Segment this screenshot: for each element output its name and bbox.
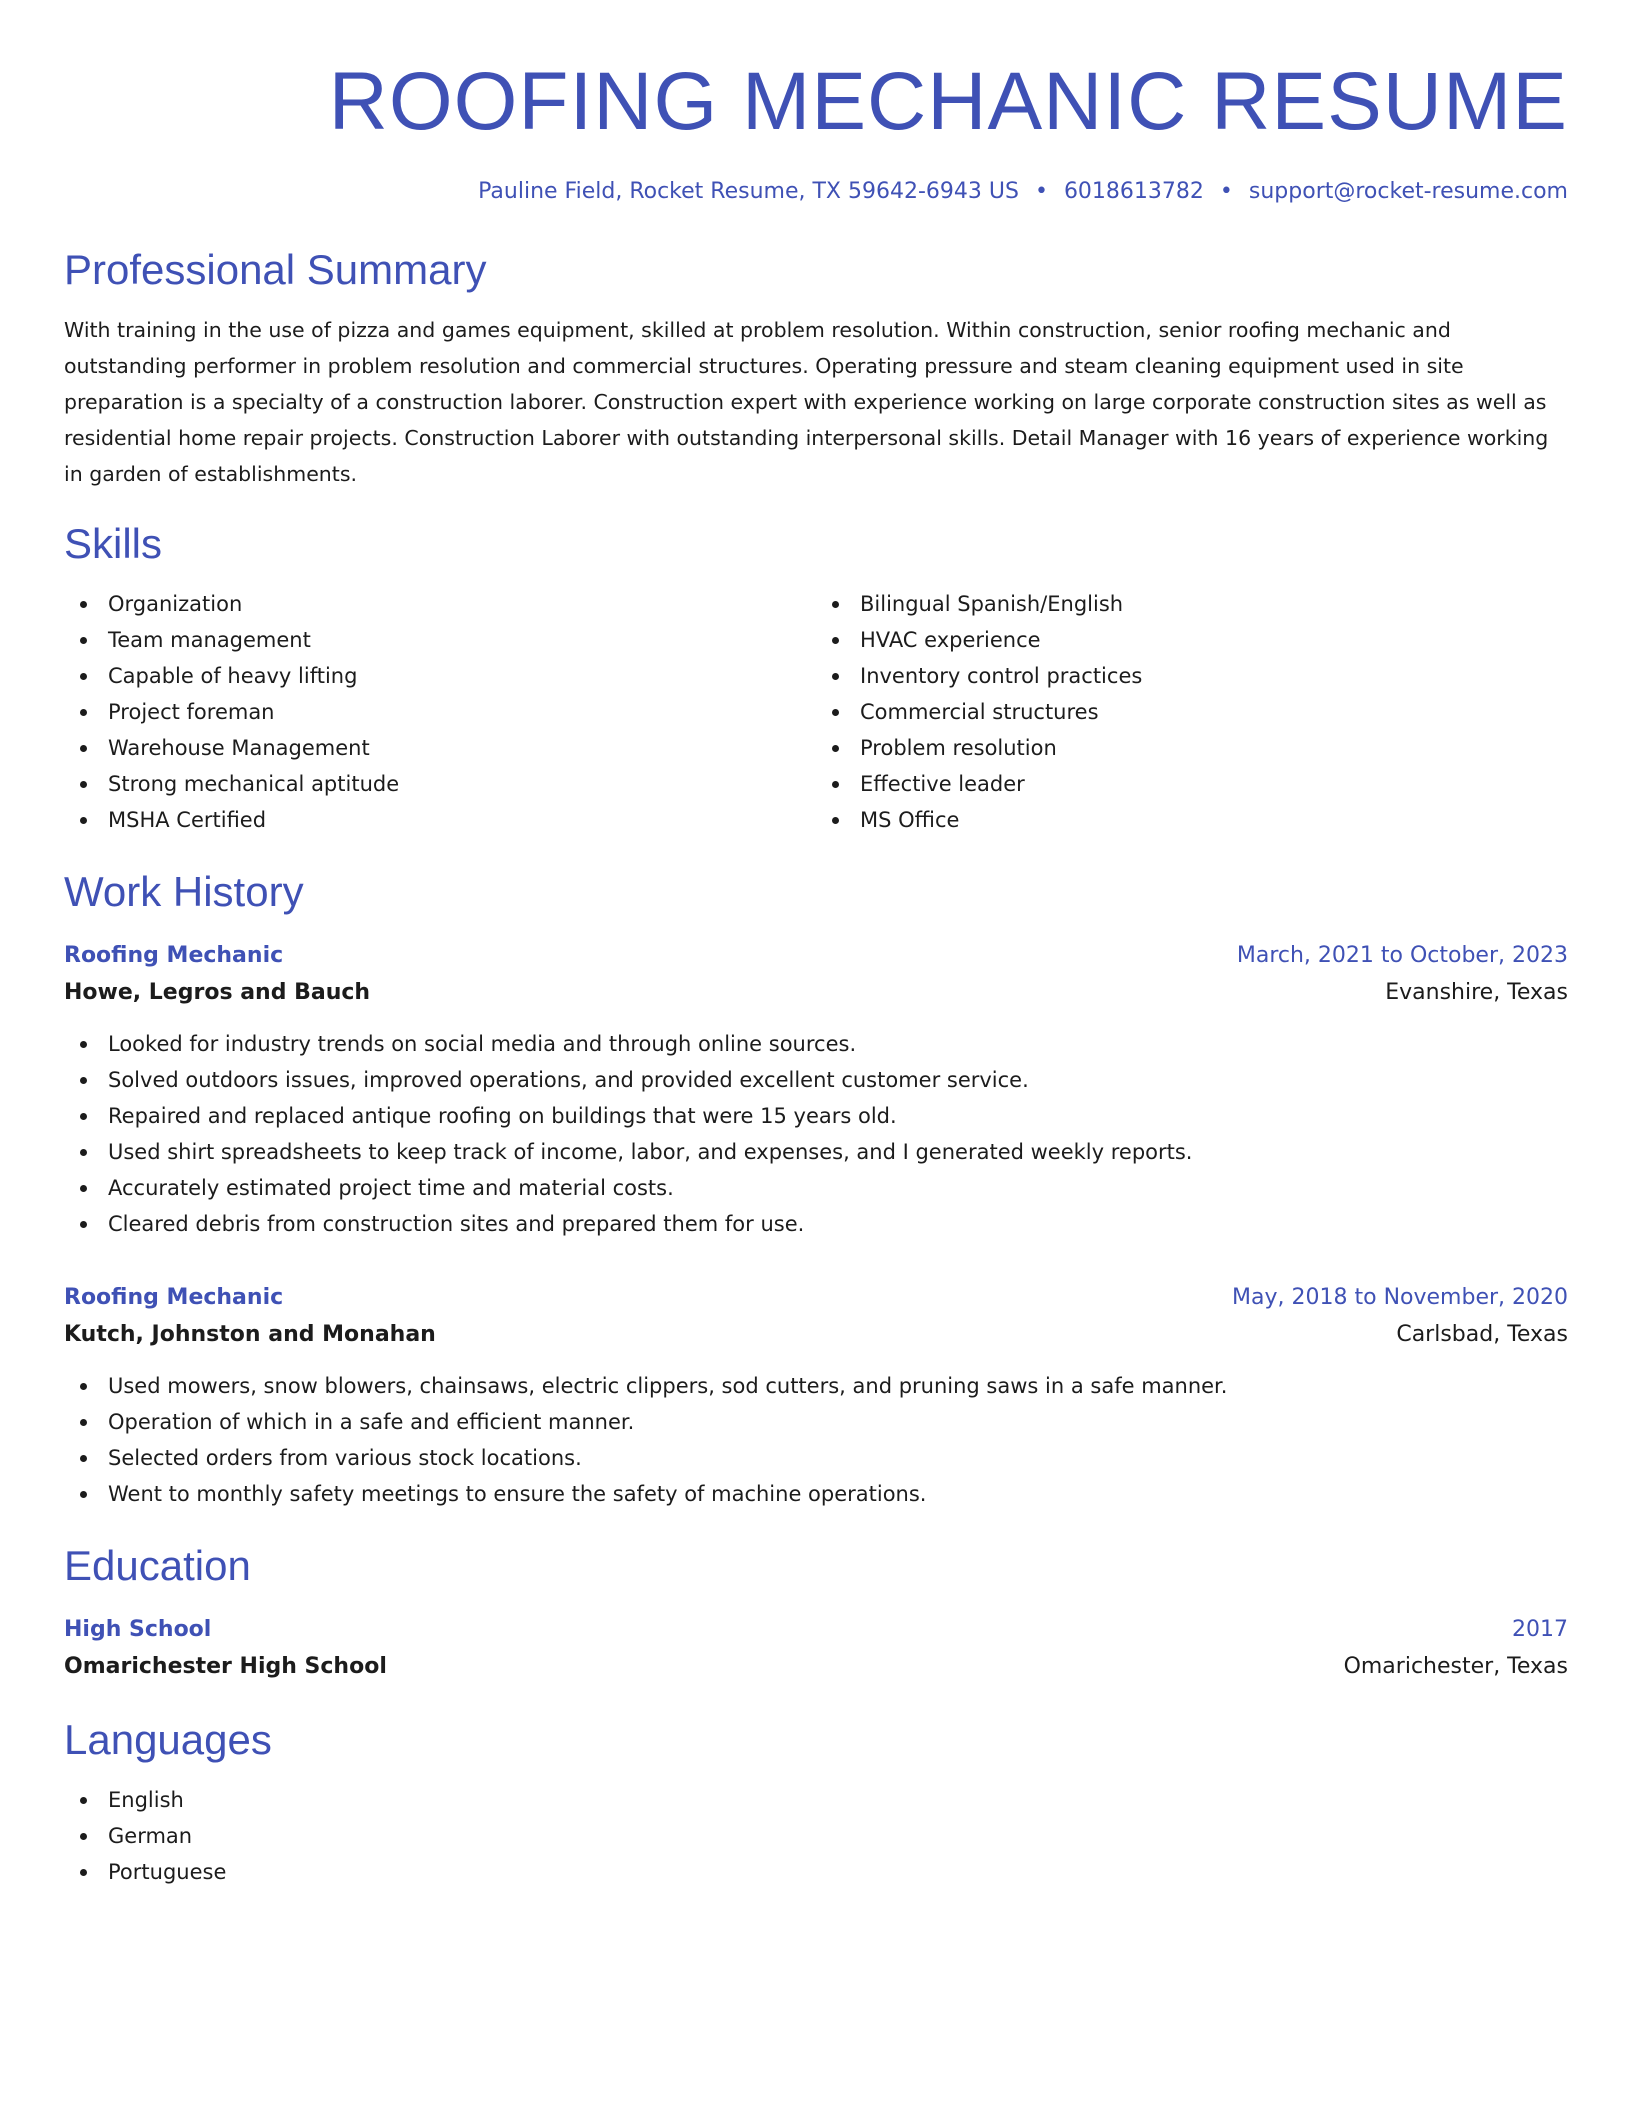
skills-list-right (816, 586, 1568, 838)
job-duty-item: Went to monthly safety meetings to ensure the safety of machine operations. (64, 1476, 1568, 1512)
job-duty-item: Solved outdoors issues, improved operations, and provided excellent customer service. (64, 1062, 1568, 1098)
job-employer: Kutch, Johnston and Monahan (64, 1322, 436, 1347)
job-duties-list (64, 1368, 1568, 1512)
section-heading-skills: Skills (64, 520, 163, 567)
language-item: English (64, 1782, 1568, 1818)
job-duty-item: Looked for industry trends on social media and through online sources. (64, 1026, 1568, 1062)
section-heading-education: Education (64, 1542, 251, 1589)
contact-line (64, 176, 1568, 208)
skill-item: Effective leader (816, 766, 1568, 802)
job-duty-item: Operation of which in a safe and efficient manner. (64, 1404, 1568, 1440)
job-dates: March, 2021 to October, 2023 (1236, 943, 1568, 968)
skill-item: Project foreman (64, 694, 816, 730)
job-employer: Howe, Legros and Bauch (64, 980, 371, 1005)
skill-item: Commercial structures (816, 694, 1568, 730)
skills-list-left (64, 586, 816, 838)
skill-item: MSHA Certified (64, 802, 816, 838)
section-heading-work-history: Work History (64, 868, 304, 915)
skill-item: Bilingual Spanish/English (816, 586, 1568, 622)
languages-list (64, 1782, 1568, 1890)
job-duty-item: Used shirt spreadsheets to keep track of income, labor, and expenses, and I generated weekly reports. (64, 1134, 1568, 1170)
education-location: Omarichester, Texas (1343, 1654, 1568, 1679)
education-header-row (64, 1612, 1568, 1648)
resume-title: ROOFING MECHANIC RESUME (328, 56, 1568, 147)
language-item: Portuguese (64, 1854, 1568, 1890)
job-duty-item: Cleared debris from construction sites and prepared them for use. (64, 1206, 1568, 1242)
job-duty-item: Repaired and replaced antique roofing on buildings that were 15 years old. (64, 1098, 1568, 1134)
education-entry (64, 1612, 1568, 1686)
skill-item: Warehouse Management (64, 730, 816, 766)
contact-address: Pauline Field, Rocket Resume, TX 59642-6943 US (478, 179, 1019, 204)
skill-item: MS Office (816, 802, 1568, 838)
job-title: Roofing Mechanic (64, 943, 284, 968)
education-degree: High School (64, 1617, 212, 1642)
skill-item: Problem resolution (816, 730, 1568, 766)
skill-item: Capable of heavy lifting (64, 658, 816, 694)
languages-section (64, 1712, 1568, 1890)
job-entry (64, 1280, 1568, 1512)
job-duty-item: Accurately estimated project time and material costs. (64, 1170, 1568, 1206)
professional-summary-section (64, 242, 1568, 492)
job-header-row (64, 1280, 1568, 1316)
contact-email: support@rocket-resume.com (1248, 179, 1568, 204)
education-school: Omarichester High School (64, 1654, 387, 1679)
skill-item: Inventory control practices (816, 658, 1568, 694)
section-heading-summary: Professional Summary (64, 246, 487, 293)
job-duty-item: Selected orders from various stock locations. (64, 1440, 1568, 1476)
education-year: 2017 (1512, 1617, 1568, 1642)
job-location: Evanshire, Texas (1385, 980, 1568, 1005)
skill-item: Organization (64, 586, 816, 622)
education-section (64, 1538, 1568, 1686)
skills-section (64, 516, 1568, 838)
work-history-section (64, 864, 1568, 1512)
job-entry (64, 938, 1568, 1242)
job-title: Roofing Mechanic (64, 1285, 284, 1310)
language-item: German (64, 1818, 1568, 1854)
summary-text: With training in the use of pizza and games equipment, skilled at problem resolution. Within construction, senior roofing mechanic and outstanding performer in problem resolution and commercial structures. Operating pressure and steam cleaning equipment used in site preparation is a specialty of a construction laborer. Construction expert with experience working on large corporate construction sites as well as residential home repair projects. Construction Laborer with outstanding interpersonal skills. Detail Manager with 16 years of experience working in garden of establishments. (64, 318, 1549, 486)
skill-item: Strong mechanical aptitude (64, 766, 816, 802)
education-school-row (64, 1648, 1568, 1686)
section-heading-languages: Languages (64, 1716, 272, 1763)
skill-item: Team management (64, 622, 816, 658)
job-duties-list (64, 1026, 1568, 1242)
job-employer-row (64, 974, 1568, 1012)
skill-item: HVAC experience (816, 622, 1568, 658)
job-dates: May, 2018 to November, 2020 (1232, 1285, 1568, 1310)
contact-separator: • (1034, 179, 1048, 204)
job-header-row (64, 938, 1568, 974)
contact-separator: • (1219, 179, 1233, 204)
skills-grid (64, 586, 1568, 838)
job-duty-item: Used mowers, snow blowers, chainsaws, electric clippers, sod cutters, and pruning saws in a safe manner. (64, 1368, 1568, 1404)
job-location: Carlsbad, Texas (1396, 1322, 1568, 1347)
contact-phone: 6018613782 (1063, 179, 1204, 204)
job-employer-row (64, 1316, 1568, 1354)
